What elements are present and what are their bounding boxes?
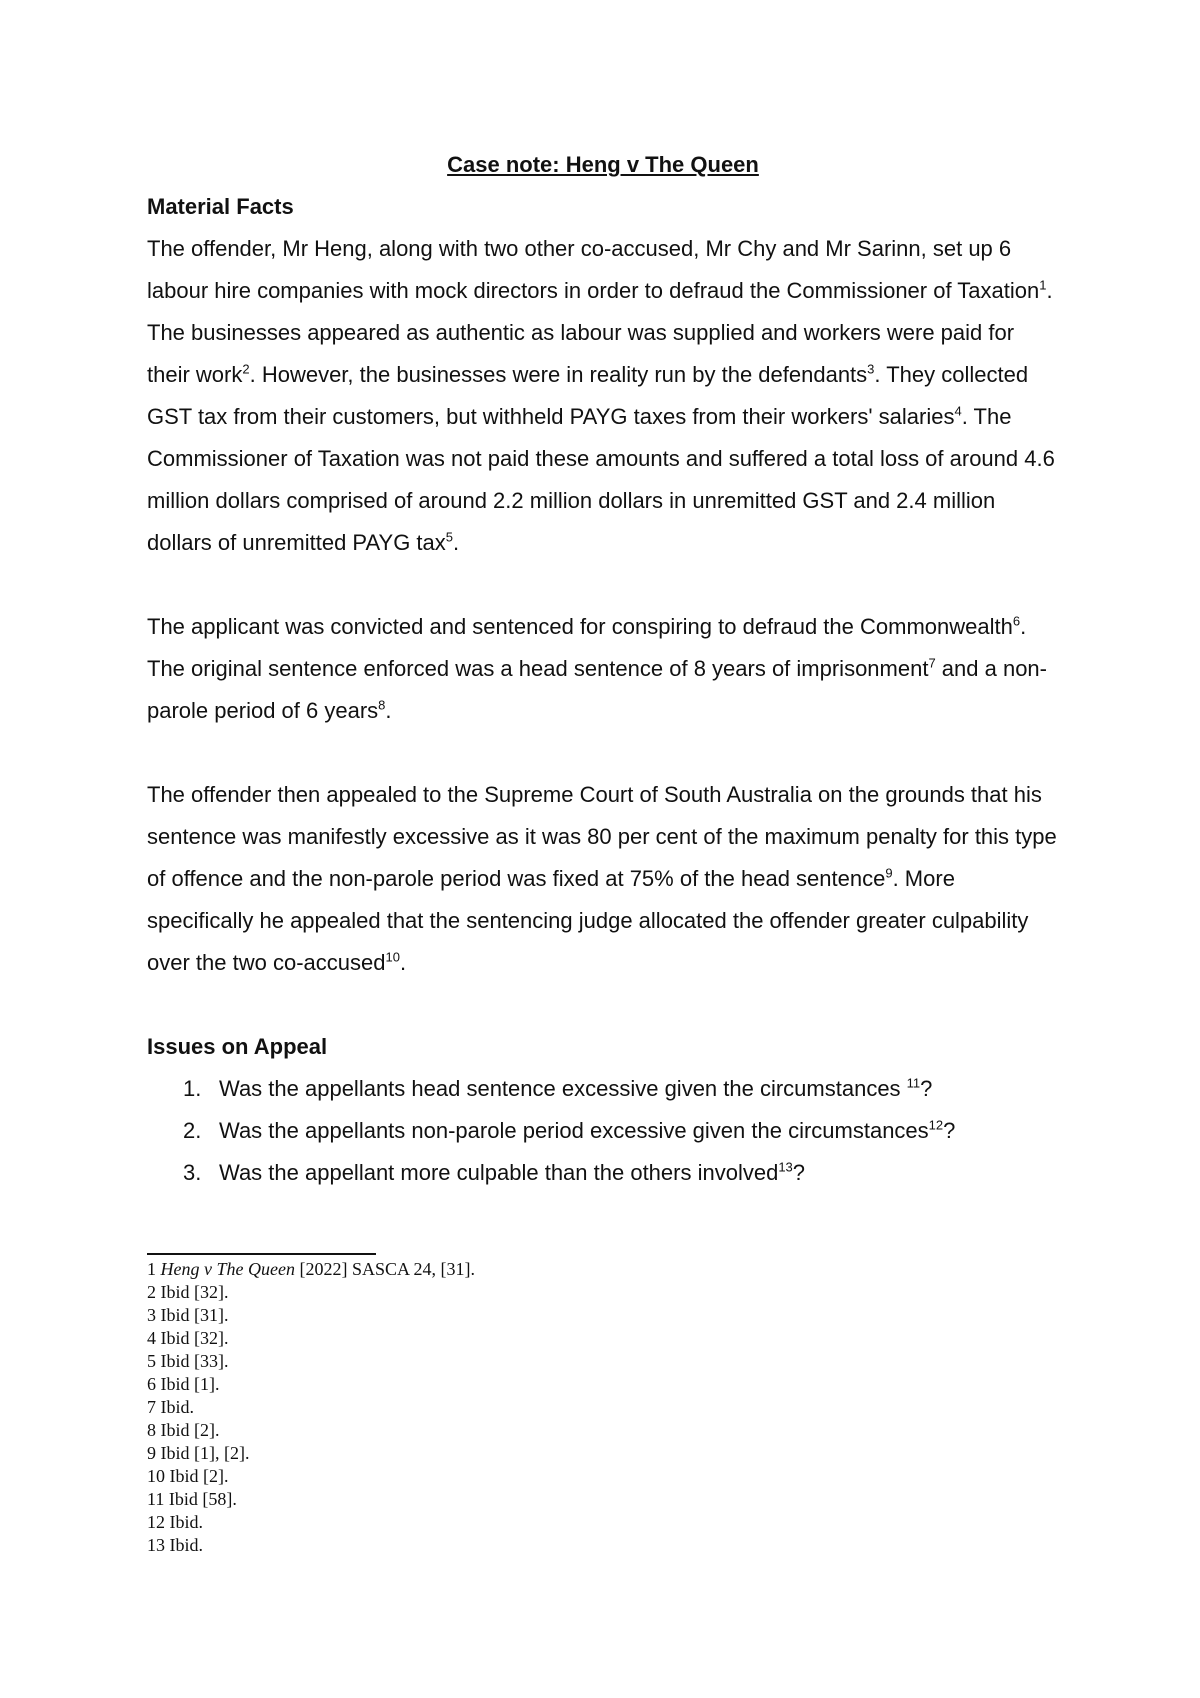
footnote-text: [2022] SASCA 24, [31].: [294, 1259, 475, 1279]
footnote-13: [147, 1534, 1047, 1557]
footnote-text: Ibid [32].: [160, 1282, 229, 1302]
issue-text: Was the appellants head sentence excessive given the circumstances: [219, 1076, 907, 1101]
footnote-5: [147, 1350, 1047, 1373]
footnote-ref[interactable]: 10: [385, 949, 400, 965]
paragraph-spacer: [147, 732, 1059, 774]
footnote-separator: [147, 1253, 376, 1255]
text-run: .: [399, 950, 407, 975]
footnote-ref[interactable]: 7: [928, 655, 936, 671]
text-run: . They collected GST tax from their customers, but withheld PAYG taxes from their workers' salaries: [147, 362, 1029, 429]
issue-item: [147, 1152, 1059, 1194]
case-name: Heng v The Queen: [160, 1259, 295, 1279]
footnote-number: 2: [147, 1282, 156, 1302]
text-run: and a non-parole period of 6 years: [147, 656, 1047, 723]
footnote-ref[interactable]: 6: [1012, 613, 1021, 629]
footnote-ref[interactable]: 9: [885, 865, 893, 881]
text-run: .: [385, 698, 392, 723]
text-run: . The Commissioner of Taxation was not paid these amounts and suffered a total loss of around 4.6 million dollars comprised of around 2.2 million dollars in unremitted GST and 2.4 million dollars of unremitted PAYG tax: [147, 404, 1055, 555]
footnote-ref[interactable]: 1: [1039, 277, 1047, 293]
material-facts-paragraph-1: [147, 228, 1059, 564]
issue-number: 2.: [183, 1118, 202, 1143]
footnote-6: [147, 1373, 1047, 1396]
footnote-text: Ibid.: [160, 1397, 194, 1417]
footnote-text: Ibid [31].: [160, 1305, 229, 1325]
footnote-ref[interactable]: 4: [954, 403, 962, 419]
footnote-text: Ibid [2].: [160, 1420, 220, 1440]
footnote-9: [147, 1442, 1047, 1465]
footnote-3: [147, 1304, 1047, 1327]
footnote-number: 9: [147, 1443, 156, 1463]
issue-text: Was the appellant more culpable than the others involved: [219, 1160, 779, 1185]
footnote-ref[interactable]: 12: [928, 1117, 944, 1133]
footnote-number: 1: [147, 1259, 156, 1279]
footnote-ref[interactable]: 13: [778, 1159, 793, 1175]
footnote-number: 13: [147, 1535, 165, 1555]
issue-item: [147, 1068, 1059, 1110]
footnotes: [147, 1258, 1047, 1557]
issues-list: [147, 1068, 1059, 1194]
text-run: . The businesses appeared as authentic as labour was supplied and workers were paid for their work: [147, 278, 1053, 387]
issue-text: Was the appellants non-parole period excessive given the circumstances: [219, 1118, 929, 1143]
footnote-number: 3: [147, 1305, 156, 1325]
footnote-number: 8: [147, 1420, 156, 1440]
material-facts-paragraph-3: [147, 774, 1059, 984]
text-run: . More specifically he appealed that the sentencing judge allocated the offender greater culpability over the two co-accused: [147, 866, 1029, 975]
footnote-ref[interactable]: 2: [242, 361, 250, 377]
issue-end: ?: [943, 1118, 956, 1143]
document-title: Case note: Heng v The Queen: [447, 152, 759, 177]
issue-end: ?: [792, 1160, 806, 1185]
issue-number: 3.: [183, 1160, 202, 1185]
text-run: .: [453, 530, 460, 555]
footnote-7: [147, 1396, 1047, 1419]
issue-end: ?: [920, 1076, 933, 1101]
document-body: [147, 144, 1059, 1194]
footnote-text: Ibid [1], [2].: [160, 1443, 250, 1463]
issue-item: [147, 1110, 1059, 1152]
footnote-number: 5: [147, 1351, 156, 1371]
footnote-number: 12: [147, 1512, 165, 1532]
footnote-2: [147, 1281, 1047, 1304]
footnote-text: Ibid.: [169, 1535, 203, 1555]
footnote-text: Ibid [58].: [168, 1489, 237, 1509]
footnote-ref[interactable]: 5: [445, 529, 453, 545]
paragraph-spacer: [147, 564, 1059, 606]
text-run: The applicant was convicted and sentenced for conspiring to defraud the Commonwealth: [147, 614, 1013, 639]
footnote-ref[interactable]: 8: [378, 697, 386, 713]
footnote-11: [147, 1488, 1047, 1511]
footnote-text: Ibid [33].: [160, 1351, 229, 1371]
footnote-text: Ibid [1].: [160, 1374, 220, 1394]
footnote-4: [147, 1327, 1047, 1350]
footnote-text: Ibid.: [169, 1512, 203, 1532]
material-facts-heading: Material Facts: [147, 194, 294, 219]
footnote-1: [147, 1258, 1047, 1281]
text-run: . However, the businesses were in reality run by the defendants: [249, 362, 868, 387]
text-run: . The original sentence enforced was a head sentence of 8 years of imprisonment: [147, 614, 1027, 681]
material-facts-paragraph-2: [147, 606, 1059, 732]
issue-number: 1.: [183, 1076, 202, 1101]
text-run: The offender then appealed to the Supreme Court of South Australia on the grounds that his sentence was manifestly excessive as it was 80 per cent of the maximum penalty for this type of offence and the non-parole period was fixed at 75% of the head sentence: [147, 782, 1057, 891]
footnote-number: 10: [147, 1466, 165, 1486]
issues-heading: Issues on Appeal: [147, 1034, 328, 1059]
text-run: The offender, Mr Heng, along with two other co-accused, Mr Chy and Mr Sarinn, set up 6 labour hire companies with mock directors in order to defraud the Commissioner of Taxation: [147, 236, 1040, 303]
footnote-number: 11: [147, 1489, 165, 1509]
footnote-12: [147, 1511, 1047, 1534]
footnote-number: 6: [147, 1374, 156, 1394]
footnote-ref[interactable]: 3: [867, 361, 875, 377]
footnote-10: [147, 1465, 1047, 1488]
footnote-text: Ibid [2].: [169, 1466, 229, 1486]
footnote-text: Ibid [32].: [160, 1328, 229, 1348]
footnote-number: 7: [147, 1397, 156, 1417]
paragraph-spacer: [147, 984, 1059, 1026]
footnote-ref[interactable]: 11: [906, 1075, 921, 1091]
footnote-8: [147, 1419, 1047, 1442]
footnote-number: 4: [147, 1328, 156, 1348]
